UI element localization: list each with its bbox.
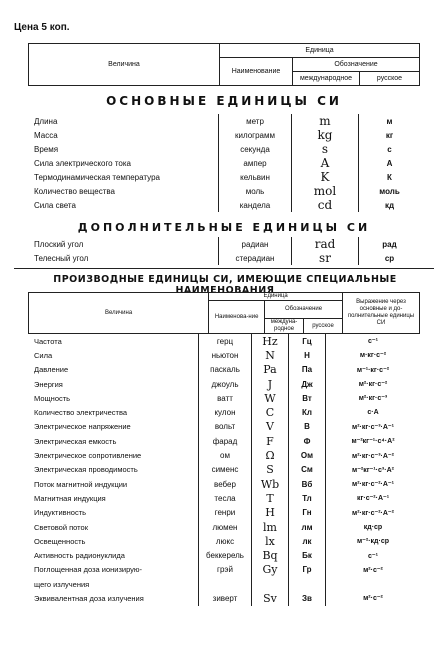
unit-name-cell: моль: [219, 184, 292, 198]
ru-symbol-cell: ср: [359, 251, 421, 265]
expression-cell: м²·кг·с⁻²·А⁻²: [326, 506, 421, 520]
unit-name-cell: кулон: [199, 405, 252, 419]
unit-name-cell: тесла: [199, 491, 252, 505]
derived-unit-row: [28, 506, 420, 520]
expression-cell: с⁻¹: [326, 548, 421, 562]
expression-cell: кд·ср: [326, 520, 421, 534]
intl-symbol-cell: Pa: [252, 363, 289, 377]
expression-cell: м²·с⁻²: [326, 591, 421, 605]
expression-cell: м²·кг·с⁻²: [326, 377, 421, 391]
derived-unit-row: [28, 534, 420, 548]
unit-name-cell: кельвин: [219, 170, 292, 184]
derived-unit-row: [28, 420, 420, 434]
ru-symbol-cell: Кл: [289, 405, 326, 419]
ru-symbol-cell: Бк: [289, 548, 326, 562]
quantity-cell: Плоский угол: [34, 239, 84, 249]
intl-symbol-cell: rad: [292, 237, 359, 251]
ru-symbol-cell: рад: [359, 237, 421, 251]
derived-unit-row: [28, 520, 420, 534]
header-russian: русское: [360, 72, 420, 86]
quantity-cell: Сила электрического тока: [34, 158, 131, 168]
price-label: Цена 5 коп.: [14, 22, 70, 33]
intl-symbol-cell: Sv: [252, 591, 289, 605]
quantity-cell: Индуктивность: [34, 508, 87, 518]
basic-units-title: ОСНОВНЫЕ ЕДИНИЦЫ СИ: [106, 94, 342, 108]
unit-name-cell: грэй: [199, 563, 252, 577]
intl-symbol-cell: Ω: [252, 448, 289, 462]
quantity-cell: Время: [34, 144, 59, 154]
dheader-expression: Выражение через основные и до-полнительные единицы СИ: [343, 293, 420, 334]
expression-cell: с·А: [326, 405, 421, 419]
quantity-cell: Мощность: [34, 393, 71, 403]
unit-name-cell: сименс: [199, 463, 252, 477]
unit-name-cell: генри: [199, 506, 252, 520]
divider: [14, 268, 434, 269]
unit-name-cell: секунда: [219, 142, 292, 156]
quantity-cell: Поглощенная доза ионизирую-: [34, 565, 143, 575]
intl-symbol-cell: m: [292, 114, 359, 128]
unit-name-cell: метр: [219, 114, 292, 128]
quantity-cell: Активность радионуклида: [34, 551, 125, 561]
intl-symbol-cell: J: [252, 377, 289, 391]
dheader-name: Наименова-ние: [209, 301, 265, 334]
quantity-cell: Масса: [34, 130, 58, 140]
intl-symbol-cell: H: [252, 506, 289, 520]
unit-name-cell: ампер: [219, 156, 292, 170]
quantity-cell: Количество электричества: [34, 408, 128, 418]
quantity-cell: Электрическая емкость: [34, 436, 117, 446]
expression-cell: м·кг·с⁻²: [326, 348, 421, 362]
ru-symbol-cell: См: [289, 463, 326, 477]
intl-symbol-cell: lx: [252, 534, 289, 548]
basic-unit-row: [28, 184, 420, 198]
quantity-cell: Сила света: [34, 200, 76, 210]
intl-symbol-cell: [252, 577, 289, 591]
quantity-cell: Электрическая проводимость: [34, 465, 138, 475]
quantity-cell: Освещенность: [34, 536, 86, 546]
unit-name-cell: ньютон: [199, 348, 252, 362]
intl-symbol-cell: kg: [292, 128, 359, 142]
header-unit: Единица: [220, 44, 420, 58]
expression-cell: м²·кг·с⁻²·А⁻¹: [326, 477, 421, 491]
quantity-cell: Сила: [34, 350, 53, 360]
ru-symbol-cell: А: [359, 156, 421, 170]
unit-name-cell: фарад: [199, 434, 252, 448]
expression-cell: м²·кг·с⁻³·А⁻¹: [326, 420, 421, 434]
intl-symbol-cell: s: [292, 142, 359, 156]
header-quantity: Величина: [29, 44, 220, 86]
intl-symbol-cell: F: [252, 434, 289, 448]
quantity-cell: Термодинамическая температура: [34, 172, 160, 182]
expression-cell: кг·с⁻²·А⁻¹: [326, 491, 421, 505]
ru-symbol-cell: Гн: [289, 506, 326, 520]
derived-unit-row: [28, 477, 420, 491]
dheader-designation: Обозначение: [265, 301, 343, 319]
unit-name-cell: [199, 577, 252, 591]
intl-symbol-cell: mol: [292, 184, 359, 198]
intl-symbol-cell: V: [252, 420, 289, 434]
additional-unit-row: [28, 237, 420, 251]
derived-unit-row: [28, 434, 420, 448]
additional-units-title: ДОПОЛНИТЕЛЬНЫЕ ЕДИНИЦЫ СИ: [77, 221, 371, 234]
ru-symbol-cell: Зв: [289, 591, 326, 605]
derived-table-header: [28, 292, 420, 334]
intl-symbol-cell: Wb: [252, 477, 289, 491]
intl-symbol-cell: Gy: [252, 563, 289, 577]
header-name: Наименование: [220, 58, 293, 86]
unit-name-cell: беккерель: [199, 548, 252, 562]
ru-symbol-cell: лм: [289, 520, 326, 534]
basic-unit-row: [28, 198, 420, 212]
unit-name-cell: джоуль: [199, 377, 252, 391]
quantity-cell: Магнитная индукция: [34, 493, 106, 503]
unit-name-cell: зиверт: [199, 591, 252, 605]
unit-name-cell: герц: [199, 334, 252, 348]
unit-name-cell: кандела: [219, 198, 292, 212]
expression-cell: с⁻¹: [326, 334, 421, 348]
intl-symbol-cell: K: [292, 170, 359, 184]
basic-unit-row: [28, 170, 420, 184]
expression-cell: м²·кг·с⁻³·А⁻²: [326, 448, 421, 462]
intl-symbol-cell: S: [252, 463, 289, 477]
ru-symbol-cell: Н: [289, 348, 326, 362]
unit-name-cell: люмен: [199, 520, 252, 534]
ru-symbol-cell: Гц: [289, 334, 326, 348]
unit-name-cell: радиан: [219, 237, 292, 251]
unit-name-cell: паскаль: [199, 363, 252, 377]
quantity-cell: Световой поток: [34, 522, 88, 532]
intl-symbol-cell: sr: [292, 251, 359, 265]
ru-symbol-cell: Вт: [289, 391, 326, 405]
intl-symbol-cell: W: [252, 391, 289, 405]
intl-symbol-cell: Bq: [252, 548, 289, 562]
basic-unit-row: [28, 128, 420, 142]
ru-symbol-cell: кг: [359, 128, 421, 142]
ru-symbol-cell: кд: [359, 198, 421, 212]
derived-unit-row: [28, 577, 420, 591]
basic-unit-row: [28, 142, 420, 156]
derived-unit-row: [28, 377, 420, 391]
expression-cell: м²·с⁻²: [326, 563, 421, 577]
ru-symbol-cell: лк: [289, 534, 326, 548]
ru-symbol-cell: К: [359, 170, 421, 184]
quantity-cell: Количество вещества: [34, 186, 116, 196]
unit-name-cell: килограмм: [219, 128, 292, 142]
header-international: международное: [293, 72, 360, 86]
derived-unit-row: [28, 391, 420, 405]
intl-symbol-cell: T: [252, 491, 289, 505]
main-table-header: [28, 43, 420, 86]
unit-name-cell: вебер: [199, 477, 252, 491]
additional-unit-row: [28, 251, 420, 265]
ru-symbol-cell: м: [359, 114, 421, 128]
unit-name-cell: вольт: [199, 420, 252, 434]
derived-unit-row: [28, 463, 420, 477]
ru-symbol-cell: Гр: [289, 563, 326, 577]
basic-units-table: [28, 114, 420, 212]
derived-unit-row: [28, 334, 420, 348]
expression-cell: [326, 577, 421, 591]
quantity-cell: Телесный угол: [34, 253, 89, 263]
derived-unit-row: [28, 591, 420, 605]
ru-symbol-cell: В: [289, 420, 326, 434]
derived-units-table: [28, 334, 420, 606]
expression-cell: м²·кг·с⁻³: [326, 391, 421, 405]
ru-symbol-cell: моль: [359, 184, 421, 198]
ru-symbol-cell: Вб: [289, 477, 326, 491]
intl-symbol-cell: Hz: [252, 334, 289, 348]
expression-cell: м⁻²кг⁻¹·с³·А²: [326, 463, 421, 477]
additional-units-table: [28, 237, 420, 265]
basic-unit-row: [28, 114, 420, 128]
ru-symbol-cell: [289, 577, 326, 591]
unit-name-cell: люкс: [199, 534, 252, 548]
quantity-cell: Электрическое сопротивление: [34, 451, 142, 461]
header-designation: Обозначение: [293, 58, 420, 72]
quantity-cell: щего излучения: [34, 579, 90, 589]
dheader-russian: русское: [304, 319, 343, 334]
ru-symbol-cell: Тл: [289, 491, 326, 505]
unit-name-cell: ом: [199, 448, 252, 462]
quantity-cell: Длина: [34, 116, 58, 126]
derived-unit-row: [28, 448, 420, 462]
basic-unit-row: [28, 156, 420, 170]
derived-unit-row: [28, 363, 420, 377]
derived-unit-row: [28, 548, 420, 562]
intl-symbol-cell: C: [252, 405, 289, 419]
ru-symbol-cell: Дж: [289, 377, 326, 391]
intl-symbol-cell: cd: [292, 198, 359, 212]
quantity-cell: Поток магнитной индукции: [34, 479, 128, 489]
dheader-quantity: Величина: [29, 293, 209, 334]
derived-unit-row: [28, 491, 420, 505]
intl-symbol-cell: A: [292, 156, 359, 170]
derived-unit-row: [28, 348, 420, 362]
expression-cell: м⁻²кг⁻¹·с⁴·А²: [326, 434, 421, 448]
quantity-cell: Частота: [34, 336, 62, 346]
dheader-unit: Единица: [209, 293, 343, 301]
quantity-cell: Электрическое напряжение: [34, 422, 131, 432]
derived-unit-row: [28, 405, 420, 419]
quantity-cell: Давление: [34, 365, 69, 375]
expression-cell: м⁻²·кд·ср: [326, 534, 421, 548]
intl-symbol-cell: lm: [252, 520, 289, 534]
unit-name-cell: ватт: [199, 391, 252, 405]
expression-cell: м⁻¹·кг·с⁻²: [326, 363, 421, 377]
dheader-international: междуна-родное: [265, 319, 304, 334]
ru-symbol-cell: Ф: [289, 434, 326, 448]
intl-symbol-cell: N: [252, 348, 289, 362]
ru-symbol-cell: с: [359, 142, 421, 156]
ru-symbol-cell: Ом: [289, 448, 326, 462]
quantity-cell: Энергия: [34, 379, 63, 389]
ru-symbol-cell: Па: [289, 363, 326, 377]
derived-unit-row: [28, 563, 420, 577]
unit-name-cell: стерадиан: [219, 251, 292, 265]
derived-units-title: ПРОИЗВОДНЫЕ ЕДИНИЦЫ СИ, ИМЕЮЩИЕ СПЕЦИАЛЬНЫЕ НАИМЕНОВАНИЯ: [53, 274, 397, 296]
quantity-cell: Эквивалентная доза излучения: [34, 593, 144, 603]
